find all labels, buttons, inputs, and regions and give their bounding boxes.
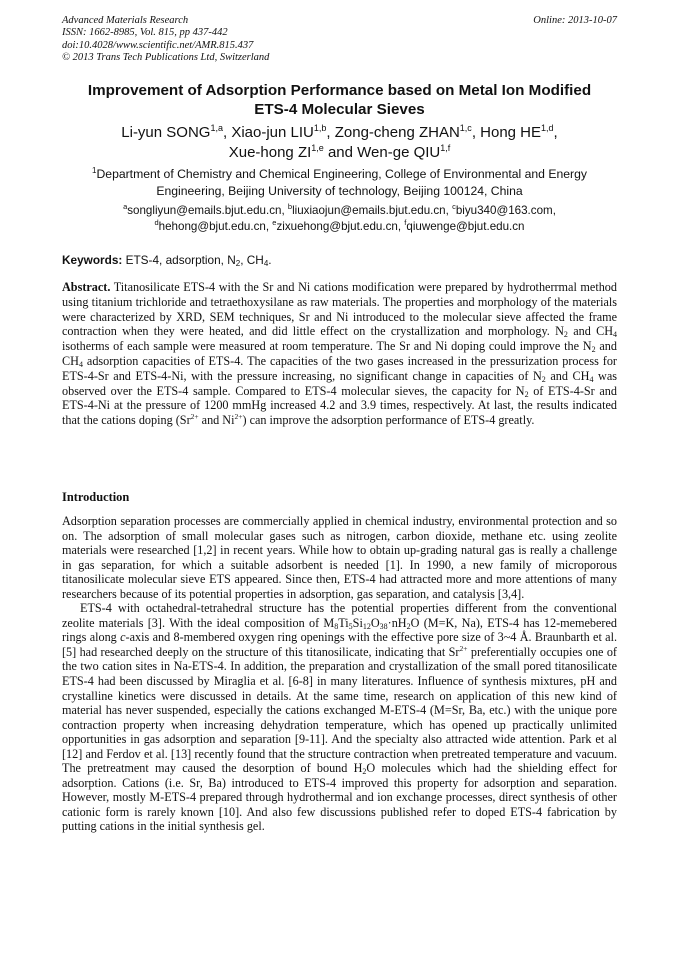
author-name: Zong-cheng ZHAN xyxy=(334,124,460,141)
author-sep: , xyxy=(553,124,558,141)
abstract-text: and CH xyxy=(567,324,613,339)
copyright: © 2013 Trans Tech Publications Ltd, Switzerland xyxy=(62,52,270,64)
author-sep: , xyxy=(326,124,335,141)
abstract-text: was observed over the ETS-4 sample. Compared to ETS-4 molecular sieves, the capacity for N xyxy=(62,368,617,398)
email-address[interactable]: zixuehong@bjut.edu.cn xyxy=(276,220,398,233)
subscript: 2 xyxy=(591,345,596,355)
email-sep: , xyxy=(265,220,273,233)
keywords-text: . xyxy=(268,253,272,267)
doi: doi:10.4028/www.scientific.net/AMR.815.437 xyxy=(62,39,254,51)
email-sup: d xyxy=(154,218,159,227)
author-name: Xue-hong ZI xyxy=(228,143,312,161)
paragraph-text: preferentially occupies one of the two cation sites in Na-ETS-4. In addition, the preparation and crystallization of the small pored titanosilicate ETS-4 had been discussed by Miraglia et al. [6-8] in many literatures. Influence of synthesis mixtures, pH and crystalline kinetics were discussed in details. At the same time, research on application of this new kind of material has never suspended, especially the cations exchanged M-ETS-4 (M=Sr, Ba, etc.) with the unique pore contraction property when increasing dehydration temperature, which has opened up practically unlimited opportunities in gas adsorption and separation [9-11]. And the specialty also attracted wide attention. Park et al [12] and Ferdov et al. [13] recently found that the structure contraction when pretreated temperature and vacuum. The pretreatment may caused the desorption of bound H xyxy=(62,644,617,776)
author-sep: , xyxy=(222,124,232,141)
superscript: 2+ xyxy=(234,412,243,422)
author-sup: 1,a xyxy=(210,123,223,133)
section-heading-introduction: Introduction xyxy=(62,490,130,504)
affiliation-line-2: Engineering, Beijing University of technology, Beijing 100124, China xyxy=(156,184,523,198)
author-name: Wen-ge QIU xyxy=(357,143,441,161)
email-sup: b xyxy=(287,202,293,211)
email-sup: a xyxy=(123,202,128,211)
subscript: 4 xyxy=(589,374,594,384)
email-address[interactable]: biyu340@163.com xyxy=(455,204,553,217)
paragraph-text: -axis and 8-membered oxygen ring openings with the effective pore size of 3~4 Å. Braunbarth et al. [5] had researched deeply on the structure of this titanosilicate, indicating that Sr xyxy=(62,630,618,659)
title-line-2: ETS-4 Molecular Sieves xyxy=(254,100,425,118)
email-address[interactable]: hehong@bjut.edu.cn xyxy=(158,220,266,233)
email-sup: f xyxy=(404,218,407,227)
paragraph-text: ETS-4 with octahedral-tetrahedral structure has the potential properties different from the conventional zeolite materials [3]. With the ideal composition of M xyxy=(62,601,617,630)
author-sup: 1,c xyxy=(459,123,472,133)
paragraph-text: ·nH xyxy=(387,615,407,630)
author-name: Xiao-jun LIU xyxy=(231,124,314,141)
abstract xyxy=(62,280,617,428)
author-sup: 1,d xyxy=(541,123,554,133)
subscript: 2 xyxy=(541,374,546,384)
subscript: 2 xyxy=(563,330,568,340)
email-address[interactable]: songliyun@emails.bjut.edu.cn xyxy=(127,204,282,217)
email-sup: e xyxy=(272,218,277,227)
email-sep: , xyxy=(552,204,556,217)
paragraph-text: O (M=K, Na), ETS-4 has 12-memebered rings along xyxy=(62,615,617,645)
affiliation xyxy=(62,166,617,200)
abstract-text: and CH xyxy=(62,339,617,368)
paragraph xyxy=(62,601,617,834)
subscript: 2 xyxy=(235,259,241,268)
abstract-text: isotherms of each sample were measured at room temperature. The Sr and Ni doping could improve the N xyxy=(62,339,592,354)
subscript: 2 xyxy=(524,389,529,399)
subscript: 4 xyxy=(613,330,617,340)
paragraph-text: Si xyxy=(352,615,363,630)
email-sep: , xyxy=(281,204,288,217)
subscript: 38 xyxy=(379,621,388,631)
paragraph-text: O molecules which had the shielding effect for adsorption. Cations (i.e. Sr, Ba) introduced to ETS-4 improved this property for adsorption and separation. However, mostly M-ETS-4 prepared through hydrothermal and ion exchange processes, direct synthesis of other cationic form is rarely known [10]. And also few discussions published refer to doped ETS-4 fabrication by putting cations in the initial synthesis gel. xyxy=(62,761,618,834)
paragraph: Adsorption separation processes are commercially applied in chemical industry, environmental protection and so on. The adsorption of small molecular gases such as nitrogen, carbon dioxide, methane etc. using zeolite materials were researched [1,2] in recent years. While how to obtain up-grading natural gas is really a challenge in gas separation, for which a suitable adsorbent is needed [1]. In 1990, a new family of microporous titanosilicate molecular sieve ETS appeared. Since then, ETS-4 had attracted more and more attentions of many researchers because of its potential properties in adsorption, gas separation, and catalysis [3,4]. xyxy=(62,514,617,601)
title-line-1: Improvement of Adsorption Performance based on Metal Ion Modified xyxy=(87,82,592,99)
author-list xyxy=(62,123,617,162)
abstract-text: Titanosilicate ETS-4 with the Sr and Ni cations modification were prepared by hydrotherrmal method using titanium trichloride and tetraethoxysilane as raw materials. The properties and morphology of the materials were characterized by XRD, SEM techniques, Sr and Ni introduced to the molecular sieve affected the frame contraction when they were heated, and did little effect on the crystallization and morphology. N xyxy=(62,280,617,339)
journal-header xyxy=(62,15,617,65)
author-sup: 1,e xyxy=(311,142,324,153)
abstract-text: adsorption capacities of ETS-4. The capacities of the two gases increased in the pressurization process for ETS-4-Sr and ETS-4-Ni, with the pressure increasing, no significant change in capacities of N xyxy=(62,353,617,383)
author-name: Hong HE xyxy=(480,124,542,141)
subscript: 5 xyxy=(348,621,353,631)
abstract-text: and Ni xyxy=(198,413,235,428)
author-name: Li-yun SONG xyxy=(121,124,211,141)
email-sep: , xyxy=(445,204,453,217)
author-sep: and xyxy=(323,143,358,161)
author-sup: 1,f xyxy=(440,142,451,153)
keywords xyxy=(62,253,617,268)
email-sup: c xyxy=(452,202,456,211)
keywords-label: Keywords: xyxy=(62,253,123,267)
introduction-body xyxy=(62,514,617,834)
subscript: 4 xyxy=(263,259,269,268)
affiliation-sup: 1 xyxy=(92,166,97,175)
paragraph-text: Ti xyxy=(338,615,349,630)
superscript: 2+ xyxy=(459,643,468,653)
abstract-text: ) can improve the adsorption performance of ETS-4 greatly. xyxy=(242,413,535,428)
subscript: 12 xyxy=(362,621,371,631)
abstract-label: Abstract. xyxy=(62,280,111,294)
subscript: 8 xyxy=(334,621,339,631)
abstract-text: and CH xyxy=(545,368,590,383)
issn: ISSN: 1662-8985, Vol. 815, pp 437-442 xyxy=(62,27,228,39)
superscript: 2+ xyxy=(190,412,199,422)
subscript: 2 xyxy=(406,621,411,631)
keywords-text: , CH xyxy=(240,253,264,267)
affiliation-line-1: Department of Chemistry and Chemical Engineering, College of Environmental and Energy xyxy=(96,167,587,181)
author-sep: , xyxy=(471,124,481,141)
paragraph-text: O xyxy=(370,615,380,630)
italic-text: c xyxy=(120,630,126,645)
subscript: 2 xyxy=(362,767,367,777)
subscript: 4 xyxy=(78,359,83,369)
keywords-text: ETS-4, adsorption, N xyxy=(122,253,236,267)
author-sup: 1,b xyxy=(313,123,327,133)
email-sep: , xyxy=(397,220,405,233)
email-list xyxy=(62,203,617,235)
abstract-text: of ETS-4-Sr and ETS-4-Ni at the pressure of 1200 mmHg increased 4.2 and 3.9 times, respectively. At last, the results indicated that the cations doping (Sr xyxy=(62,383,617,428)
paper-title xyxy=(62,82,617,119)
online-date: Online: 2013-10-07 xyxy=(533,15,617,26)
journal-name: Advanced Materials Research xyxy=(62,15,189,26)
email-address[interactable]: qiuwenge@bjut.edu.cn xyxy=(406,220,525,233)
email-address[interactable]: liuxiaojun@emails.bjut.edu.cn xyxy=(292,204,446,217)
